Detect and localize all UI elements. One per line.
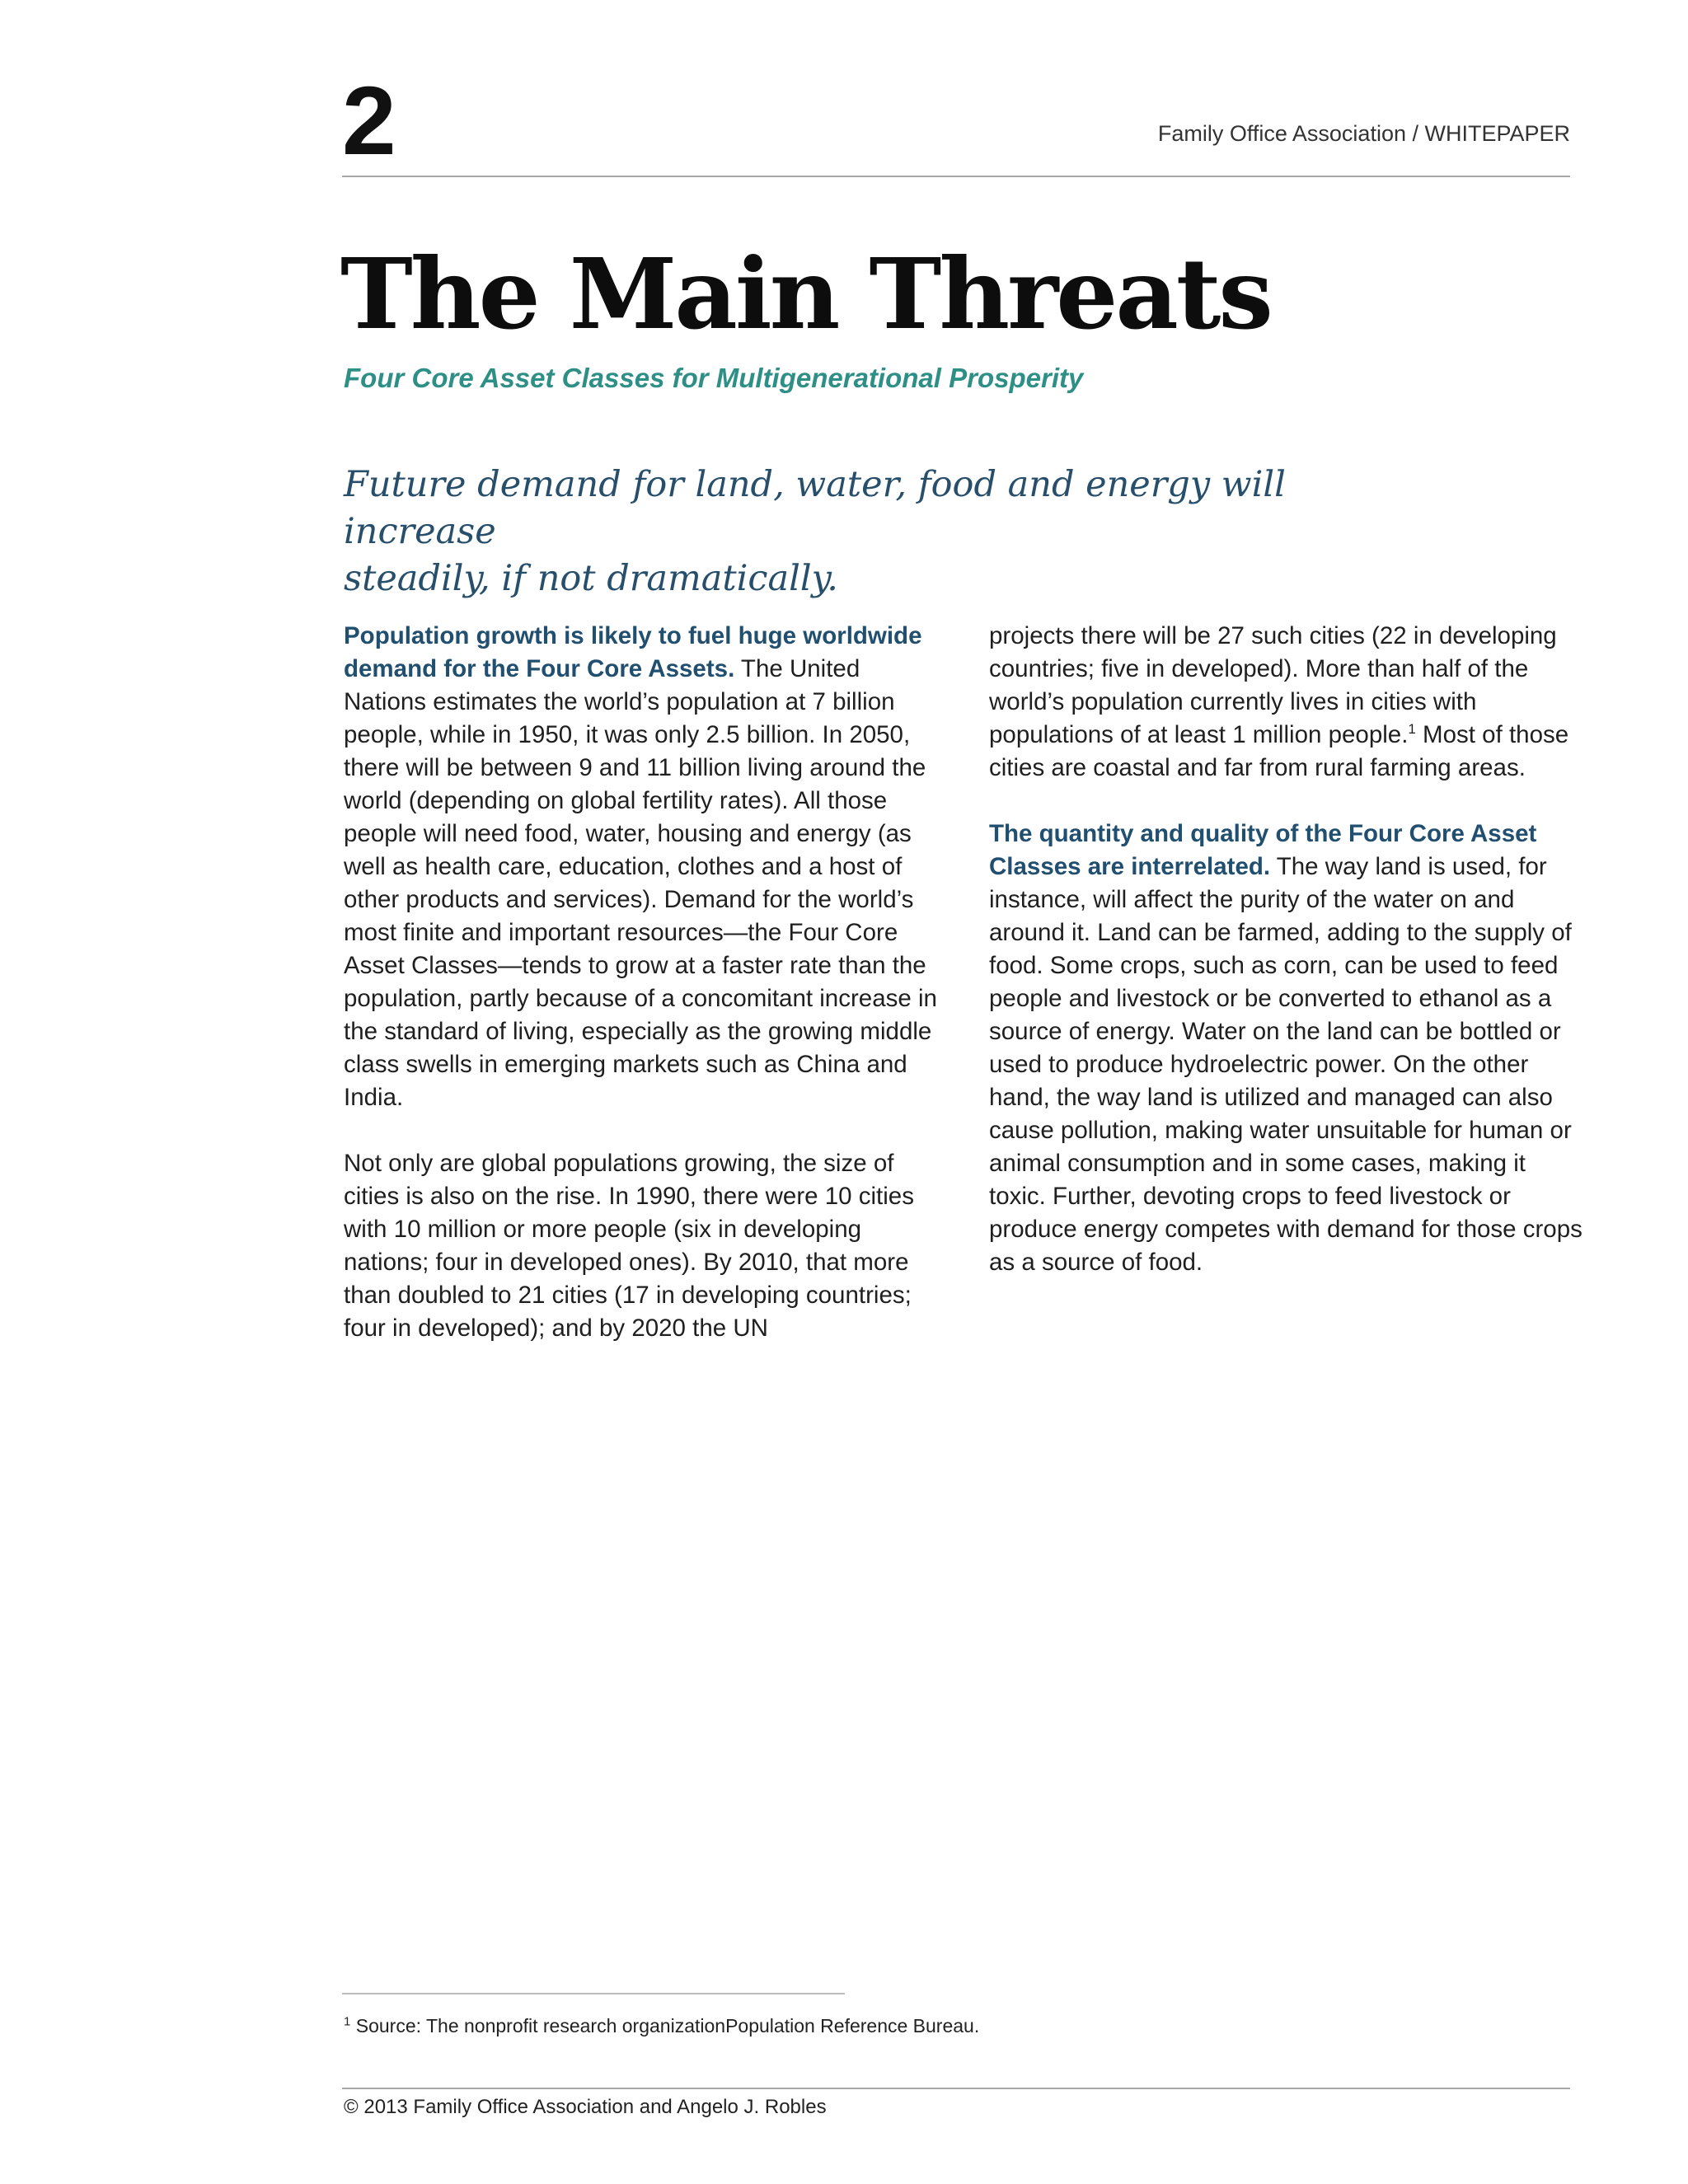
footnote xyxy=(344,2015,979,2037)
footnote-text: Source: The nonprofit research organizationPopulation Reference Bureau. xyxy=(350,2015,980,2036)
copyright: © 2013 Family Office Association and Angelo J. Robles xyxy=(344,2096,827,2118)
paragraph-body: Not only are global populations growing, the size of cities is also on the rise. In 1990, there were 10 cities with 10 million or more people (six in developing nations; four in developed ones). By 2010, that more than doubled to 21 cities (17 in developing countries; four in developed); and by 2020 the UN xyxy=(344,1150,914,1342)
paragraph-body: The way land is used, for instance, will affect the purity of the water on and around it. Land can be farmed, adding to the supply of food. Some crops, such as corn, can be used to feed people and livestock or be converted to ethanol as a source of energy. Water on the land can be bottled or used to produce hydroelectric power. On the other hand, the way land is utilized and managed can also cause pollution, making water unsuitable for human or animal consumption and in some cases, making it toxic. Further, devoting crops to feed livestock or produce energy competes with demand for those crops as a source of food. xyxy=(989,853,1582,1276)
left-column xyxy=(344,620,937,1378)
page-number: 2 xyxy=(342,67,396,176)
pull-quote-line-2: steadily, if not dramatically. xyxy=(344,558,838,599)
running-head: Family Office Association / WHITEPAPER xyxy=(1157,121,1570,146)
pull-quote xyxy=(344,462,1415,602)
footer-divider xyxy=(342,2088,1570,2089)
paragraph-body: projects there will be 27 such cities (22 in developing countries; five in developed). More than half of the world’s population currently lives in cities with populations of at least 1 million people. xyxy=(989,622,1557,748)
page-subtitle: Four Core Asset Classes for Multigenerational Prosperity xyxy=(344,363,1084,393)
header-divider xyxy=(342,176,1570,177)
paragraph-city-growth xyxy=(344,1147,937,1345)
paragraph-interrelated-assets xyxy=(989,818,1582,1279)
paragraph-lead: Population growth is likely to fuel huge worldwide demand for the Four Core Assets. xyxy=(344,622,922,682)
paragraph-body: Most of those cities are coastal and far from rural farming areas. xyxy=(989,721,1569,781)
right-column xyxy=(989,620,1582,1312)
paragraph-lead: The quantity and quality of the Four Core Asset Classes are interrelated. xyxy=(989,820,1537,880)
footnote-divider xyxy=(342,1993,845,1994)
footnote-reference[interactable]: 1 xyxy=(1408,721,1416,738)
paragraph-city-projection xyxy=(989,620,1582,785)
paragraph-population-growth xyxy=(344,620,937,1114)
page-title: The Main Threats xyxy=(340,237,1271,351)
pull-quote-line-1: Future demand for land, water, food and energy will increase xyxy=(344,464,1286,552)
footnote-mark: 1 xyxy=(344,2014,351,2029)
paragraph-body: The United Nations estimates the world’s population at 7 billion people, while in 1950, it was only 2.5 billion. In 2050, there will be between 9 and 11 billion living around the world (depending on global fertility rates). All those people will need food, water, housing and energy (as well as health care, education, clothes and a host of other products and services). Demand for the world’s most finite and important resources—the Four Core Asset Classes—tends to grow at a faster rate than the population, partly because of a concomitant increase in the standard of living, especially as the growing middle class swells in emerging markets such as China and India. xyxy=(344,655,937,1111)
